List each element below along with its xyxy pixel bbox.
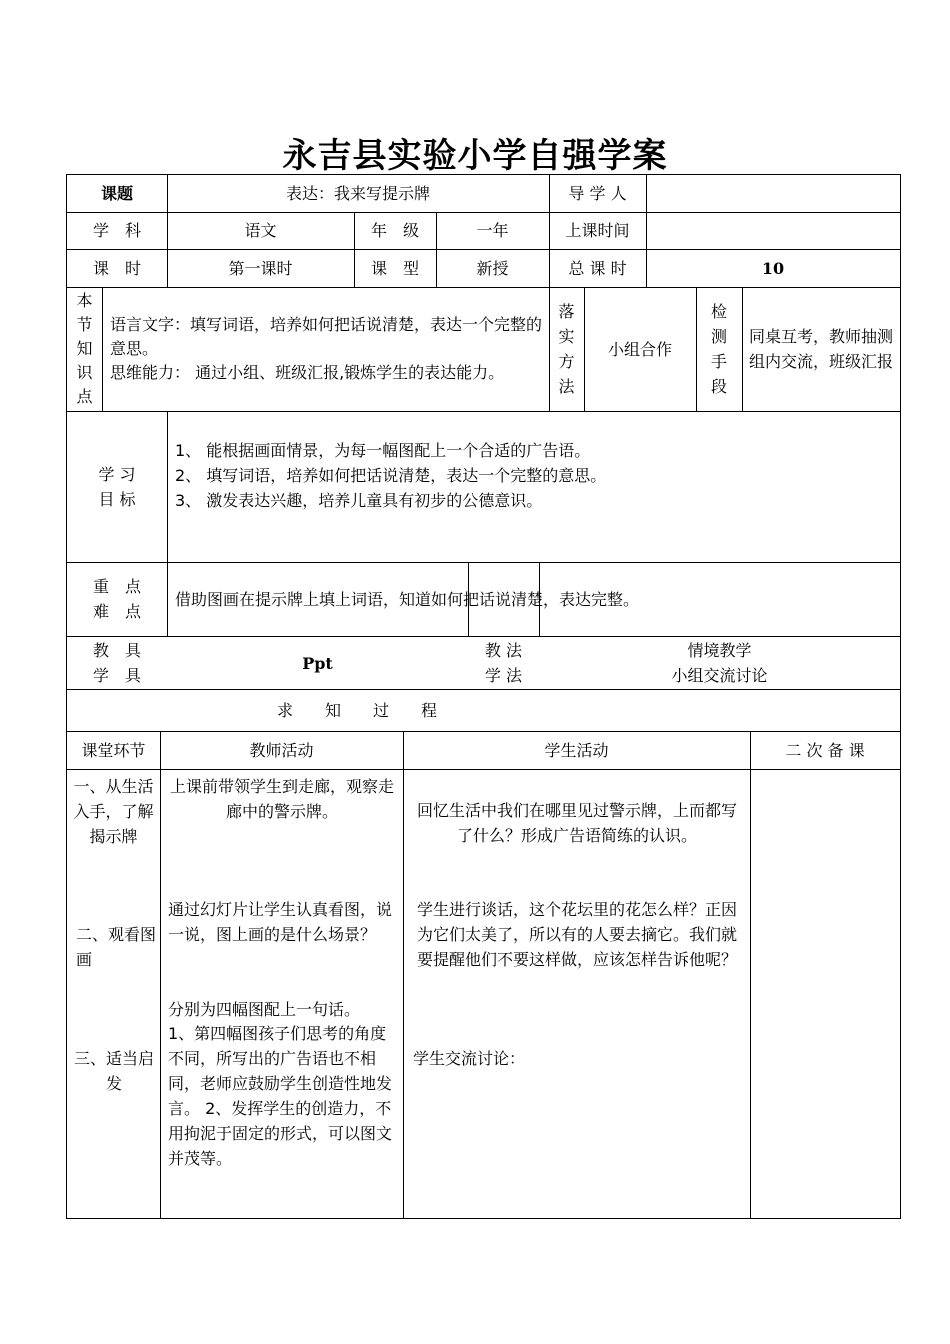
student-activity: 学生交流讨论：: [413, 1049, 526, 1068]
topic-value: 表达：我来写提示牌: [285, 184, 430, 203]
guide-label: 导 学 人: [568, 184, 627, 203]
topic-label: 课题: [100, 184, 133, 203]
grade-value: 一年: [476, 221, 509, 240]
knowledge-label: 本 节 知 识 点: [76, 291, 93, 406]
process-title: 求 知 过 程: [276, 700, 437, 720]
info-table: [66, 174, 901, 690]
stage-item: 一、从生活入手，了解揭示牌: [73, 777, 154, 846]
subject-value: 语文: [244, 221, 277, 240]
test-label: 检 测 手 段: [710, 302, 727, 396]
student-activity: 学生进行谈话，这个花坛里的花怎么样？正因为它们太美了，所以有的人要去摘它。我们就要提醒他们不要这样做，应该怎样告诉他呢？: [416, 900, 737, 969]
header-stage: 课堂环节: [81, 741, 146, 760]
type-value: 新授: [476, 258, 509, 278]
teaching-method-value: 情境教学 小组交流讨论: [671, 641, 768, 685]
total-value: 10: [761, 258, 785, 278]
teacher-activity: 1、第四幅图孩子们思考的角度不同，所写出的广告语也不相同，老师应鼓励学生创造性地发言。 2、发挥学生的创造力，不用拘泥于固定的形式，可以图文并茂等。: [168, 1024, 393, 1168]
process-title-row: [66, 689, 901, 732]
goal-item: 1、 能根据画面情景，为每一幅图配上一个合适的广告语。: [175, 441, 591, 460]
goal-item: 3、 激发表达兴趣，培养儿童具有初步的公德意识。: [175, 491, 543, 510]
test-value: 同桌互考，教师抽测 组内交流，班级汇报: [748, 327, 893, 371]
goals-list: [167, 411, 900, 562]
period-value: 第一课时: [228, 258, 293, 278]
goals-label: 学 习 目 标: [98, 464, 136, 509]
guide-value: [646, 175, 900, 212]
header-teacher: 教师活动: [249, 741, 314, 760]
process-table: [66, 731, 901, 1219]
header-student: 学生活动: [544, 741, 609, 760]
goal-item: 2、 填写词语，培养如何把话说清楚，表达一个完整的意思。: [175, 466, 607, 485]
teacher-activity: 通过幻灯片让学生认真看图，说一说，图上画的是什么场景？: [168, 900, 393, 944]
document-title: 永吉县实验小学自强学案: [282, 136, 668, 176]
method-value: 小组合作: [607, 339, 672, 359]
tools-value: Ppt: [302, 653, 333, 673]
period-label: 课 时: [92, 258, 141, 278]
header-prep: 二 次 备 课: [785, 741, 865, 760]
subject-label: 学 科: [92, 221, 141, 240]
key-points-label: 重 点 难 点: [92, 577, 141, 621]
class-time-label: 上课时间: [565, 221, 630, 240]
grade-label: 年 级: [370, 221, 419, 240]
knowledge-content: 语言文字：填写词语，培养如何把话说清楚，表达一个完整的意思。 思维能力： 通过小组、班级汇报,锻炼学生的表达能力。: [110, 315, 543, 382]
stage-item: 三、适当启发: [73, 1049, 154, 1093]
total-label: 总 课 时: [568, 258, 627, 278]
tools-label: 教 具 学 具: [92, 641, 141, 685]
stage-item: 二、观看图画: [76, 925, 157, 969]
student-activity: 回忆生活中我们在哪里见过警示牌，上而都写了什么？形成广告语简练的认识。: [416, 801, 737, 845]
method-label: 落 实 方 法: [558, 302, 575, 396]
teaching-method-label: 教 法 学 法: [484, 641, 523, 685]
class-time-value: [646, 212, 900, 249]
teacher-activity: 分别为四幅图配上一句话。: [168, 1000, 361, 1019]
type-label: 课 型: [370, 258, 419, 278]
teacher-activity: 上课前带领学生到走廊，观察走廊中的警示牌。: [169, 777, 394, 821]
key-points-content: 借助图画在提示牌上填上词语，知道如何把话说清楚，表达完整。: [175, 589, 640, 609]
